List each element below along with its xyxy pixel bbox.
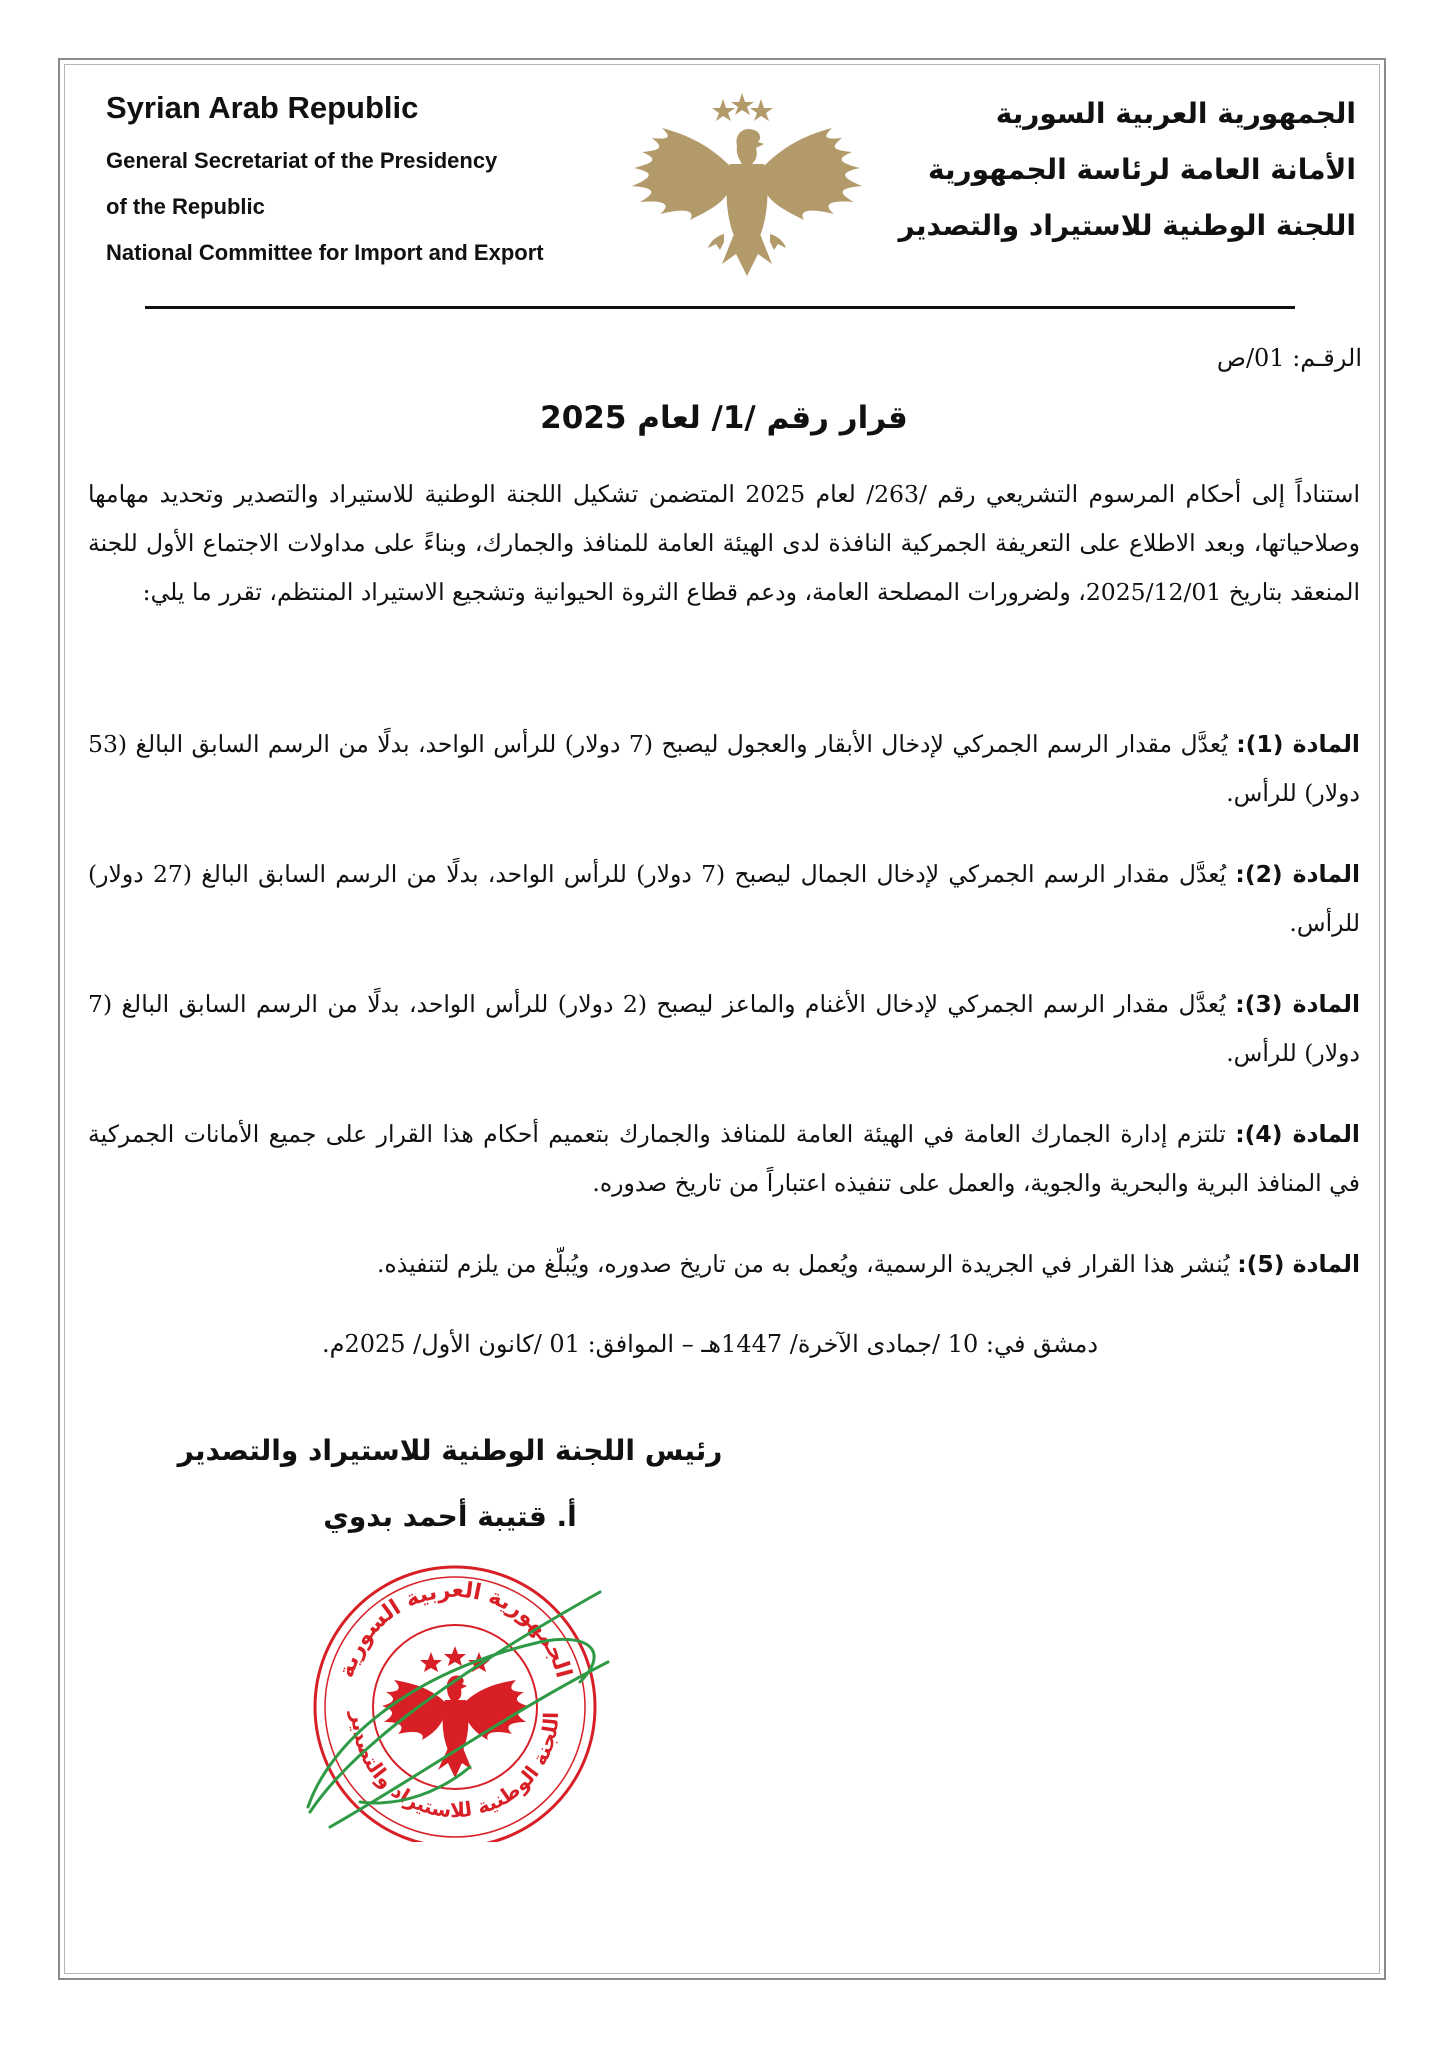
article-text: يُعدَّل مقدار الرسم الجمركي لإدخال الجمال ليصبح (7 دولار) للرأس الواحد، بدلًا من الرسم السابق البالغ (27 دولار) للرأس.: [88, 860, 1360, 937]
article-text: يُنشر هذا القرار في الجريدة الرسمية، ويُعمل به من تاريخ صدوره، ويُبلّغ من يلزم لتنفيذه.: [376, 1250, 1230, 1278]
signatory-role: رئيس اللجنة الوطنية للاستيراد والتصدير: [177, 1434, 723, 1467]
signatory-name: أ. قتيبة أحمد بدوي: [323, 1500, 577, 1533]
seal-top-text: الجمهورية العربية السورية: [334, 1577, 576, 1681]
header-ar-line: الأمانة العامة لرئاسة الجمهورية: [928, 153, 1356, 186]
article-label: المادة (3):: [1235, 990, 1361, 1018]
header-en-line: of the Republic: [106, 194, 265, 219]
header-arabic: [836, 86, 1356, 254]
article-text: يُعدَّل مقدار الرسم الجمركي لإدخال الأغنام والماعز ليصبح (2 دولار) للرأس الواحد، بدلًا من الرسم السابق البالغ (7 دولار) للرأس.: [88, 990, 1360, 1067]
article-2: [88, 850, 1360, 948]
date-line: دمشق في: 10 /جمادى الآخرة/ 1447هـ – الموافق: 01 /كانون الأول/ 2025م.: [321, 1330, 1099, 1358]
decision-title: قرار رقم /1/ لعام 2025: [540, 400, 908, 436]
header-en-line: National Committee for Import and Export: [106, 240, 544, 265]
header-en-line: General Secretariat of the Presidency: [106, 148, 498, 173]
header-ar-line: اللجنة الوطنية للاستيراد والتصدير: [898, 209, 1356, 242]
article-3: [88, 980, 1360, 1078]
preamble-paragraph: استناداً إلى أحكام المرسوم التشريعي رقم /263/ لعام 2025 المتضمن تشكيل اللجنة الوطنية للاستيراد والتصدير وتحديد مهامها وصلاحياتها، وبعد الاطلاع على التعريفة الجمركية النافذة لدى الهيئة العامة للمنافذ والجمارك، وبناءً على مداولات الاجتماع الأول للجنة المنعقد بتاريخ 2025/12/01، ولضرورات المصلحة العامة، ودعم قطاع الثروة الحيوانية وتشجيع الاستيراد المنتظم، تقرر ما يلي:: [88, 480, 1360, 606]
reference-number: الرقـم: 01/ص: [1216, 344, 1362, 372]
article-4: [88, 1110, 1360, 1208]
header-ar-line: الجمهورية العربية السورية: [995, 97, 1356, 130]
article-1: [88, 720, 1360, 818]
article-text: تلتزم إدارة الجمارك العامة في الهيئة العامة للمنافذ والجمارك بتعميم أحكام هذا القرار على جميع الأمانات الجمركية في المنافذ البرية والبحرية والجوية، والعمل على تنفيذه اعتباراً من تاريخ صدوره.: [88, 1120, 1360, 1197]
official-seal-icon: [290, 1552, 620, 1842]
article-label: المادة (4):: [1235, 1120, 1360, 1148]
seal-bottom-text: اللجنة الوطنية للاستيراد والتصدير: [346, 1711, 564, 1823]
header-divider: [145, 306, 1295, 309]
article-label: المادة (1):: [1236, 730, 1360, 758]
header-en-title: Syrian Arab Republic: [106, 90, 419, 125]
article-label: المادة (5):: [1237, 1250, 1360, 1278]
article-5: [88, 1240, 1360, 1289]
header-english: [106, 88, 626, 276]
article-text: يُعدَّل مقدار الرسم الجمركي لإدخال الأبقار والعجول ليصبح (7 دولار) للرأس الواحد، بدلًا من الرسم السابق البالغ (53 دولار) للرأس.: [88, 730, 1360, 807]
svg-text:الجمهورية العربية السورية: [334, 1578, 576, 1681]
article-label: المادة (2):: [1235, 860, 1360, 888]
